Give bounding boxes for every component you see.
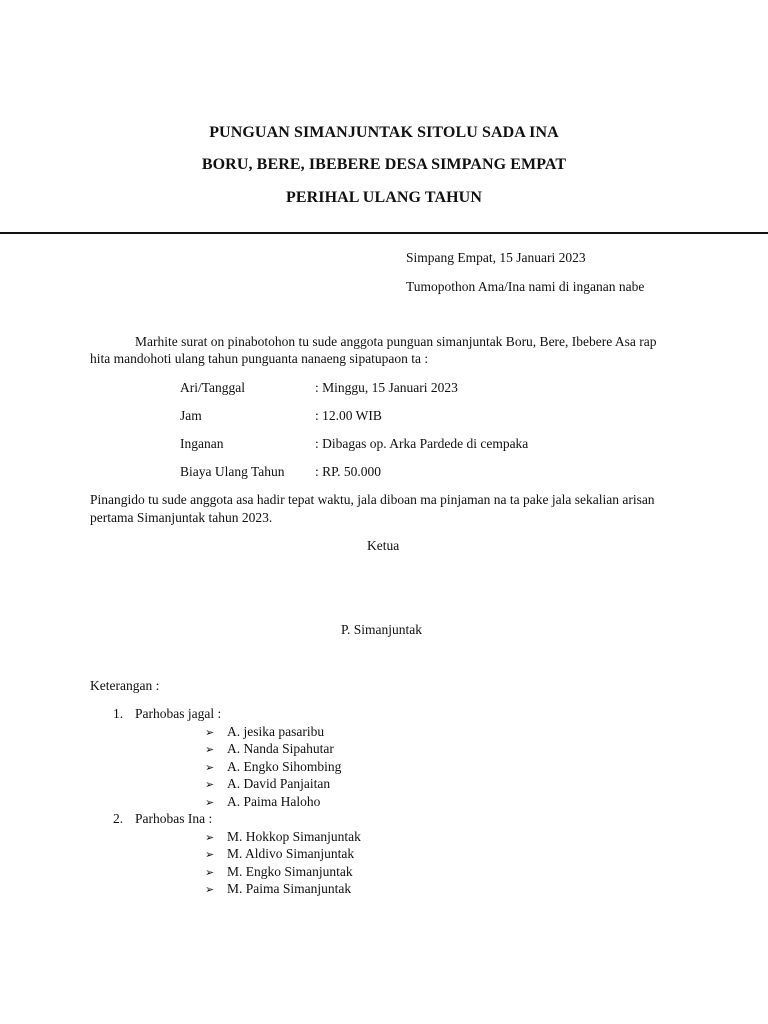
intro-line-2: hita mandohoti ulang tahun punguanta nanaeng sipatupaon ta : (90, 351, 429, 366)
arrow-bullet-icon: ➢ (205, 743, 215, 756)
signature-name: P. Simanjuntak (341, 622, 423, 637)
list-item: ➢ A. Nanda Sipahutar (205, 741, 334, 756)
place-date: Simpang Empat, 15 Januari 2023 (406, 250, 586, 265)
detail-label-fee: Biaya Ulang Tahun (180, 464, 285, 479)
list-item: ➢ M. Engko Simanjuntak (205, 864, 353, 879)
group-number: 2. (113, 811, 124, 826)
list-item: ➢ A. Engko Sihombing (205, 759, 342, 774)
group-title: Parhobas Ina : (135, 811, 213, 826)
arrow-bullet-icon: ➢ (205, 866, 215, 879)
list-item: ➢ M. Aldivo Simanjuntak (205, 846, 355, 861)
detail-value-fee: : RP. 50.000 (315, 464, 382, 479)
detail-label-date: Ari/Tanggal (180, 380, 246, 395)
list-item: ➢ A. jesika pasaribu (205, 724, 325, 739)
arrow-bullet-icon: ➢ (205, 848, 215, 861)
list-item: ➢ M. Paima Simanjuntak (205, 881, 352, 896)
list-item: ➢ M. Hokkop Simanjuntak (205, 829, 361, 844)
closing-line-2: pertama Simanjuntak tahun 2023. (90, 510, 273, 525)
detail-value-place: : Dibagas op. Arka Pardede di cempaka (315, 436, 529, 451)
arrow-bullet-icon: ➢ (205, 796, 215, 809)
header-line-3: PERIHAL ULANG TAHUN (285, 189, 482, 206)
detail-value-date: : Minggu, 15 Januari 2023 (315, 380, 458, 395)
group-number: 1. (113, 706, 124, 721)
signature-role: Ketua (367, 538, 400, 553)
arrow-bullet-icon: ➢ (205, 831, 215, 844)
closing-line-1: Pinangido tu sude anggota asa hadir tepat waktu, jala diboan ma pinjaman na ta pake jala sekalian arisan (90, 492, 655, 507)
header-line-1: PUNGUAN SIMANJUNTAK SITOLU SADA INA (209, 124, 559, 141)
arrow-bullet-icon: ➢ (205, 883, 215, 896)
arrow-bullet-icon: ➢ (205, 726, 215, 739)
detail-label-time: Jam (180, 408, 202, 423)
list-item: ➢ A. Paima Haloho (205, 794, 321, 809)
list-item: ➢ A. David Panjaitan (205, 776, 331, 791)
intro-line-1: Marhite surat on pinabotohon tu sude anggota punguan simanjuntak Boru, Bere, Ibebere Asa rap (135, 334, 657, 349)
recipient: Tumopothon Ama/Ina nami di inganan nabe (406, 279, 645, 294)
detail-value-time: : 12.00 WIB (315, 408, 382, 423)
group-title: Parhobas jagal : (135, 706, 222, 721)
header-divider (0, 232, 768, 234)
header-line-2: BORU, BERE, IBEBERE DESA SIMPANG EMPAT (201, 156, 567, 173)
detail-label-place: Inganan (180, 436, 224, 451)
notes-heading: Keterangan : (90, 678, 160, 693)
arrow-bullet-icon: ➢ (205, 761, 215, 774)
arrow-bullet-icon: ➢ (205, 778, 215, 791)
